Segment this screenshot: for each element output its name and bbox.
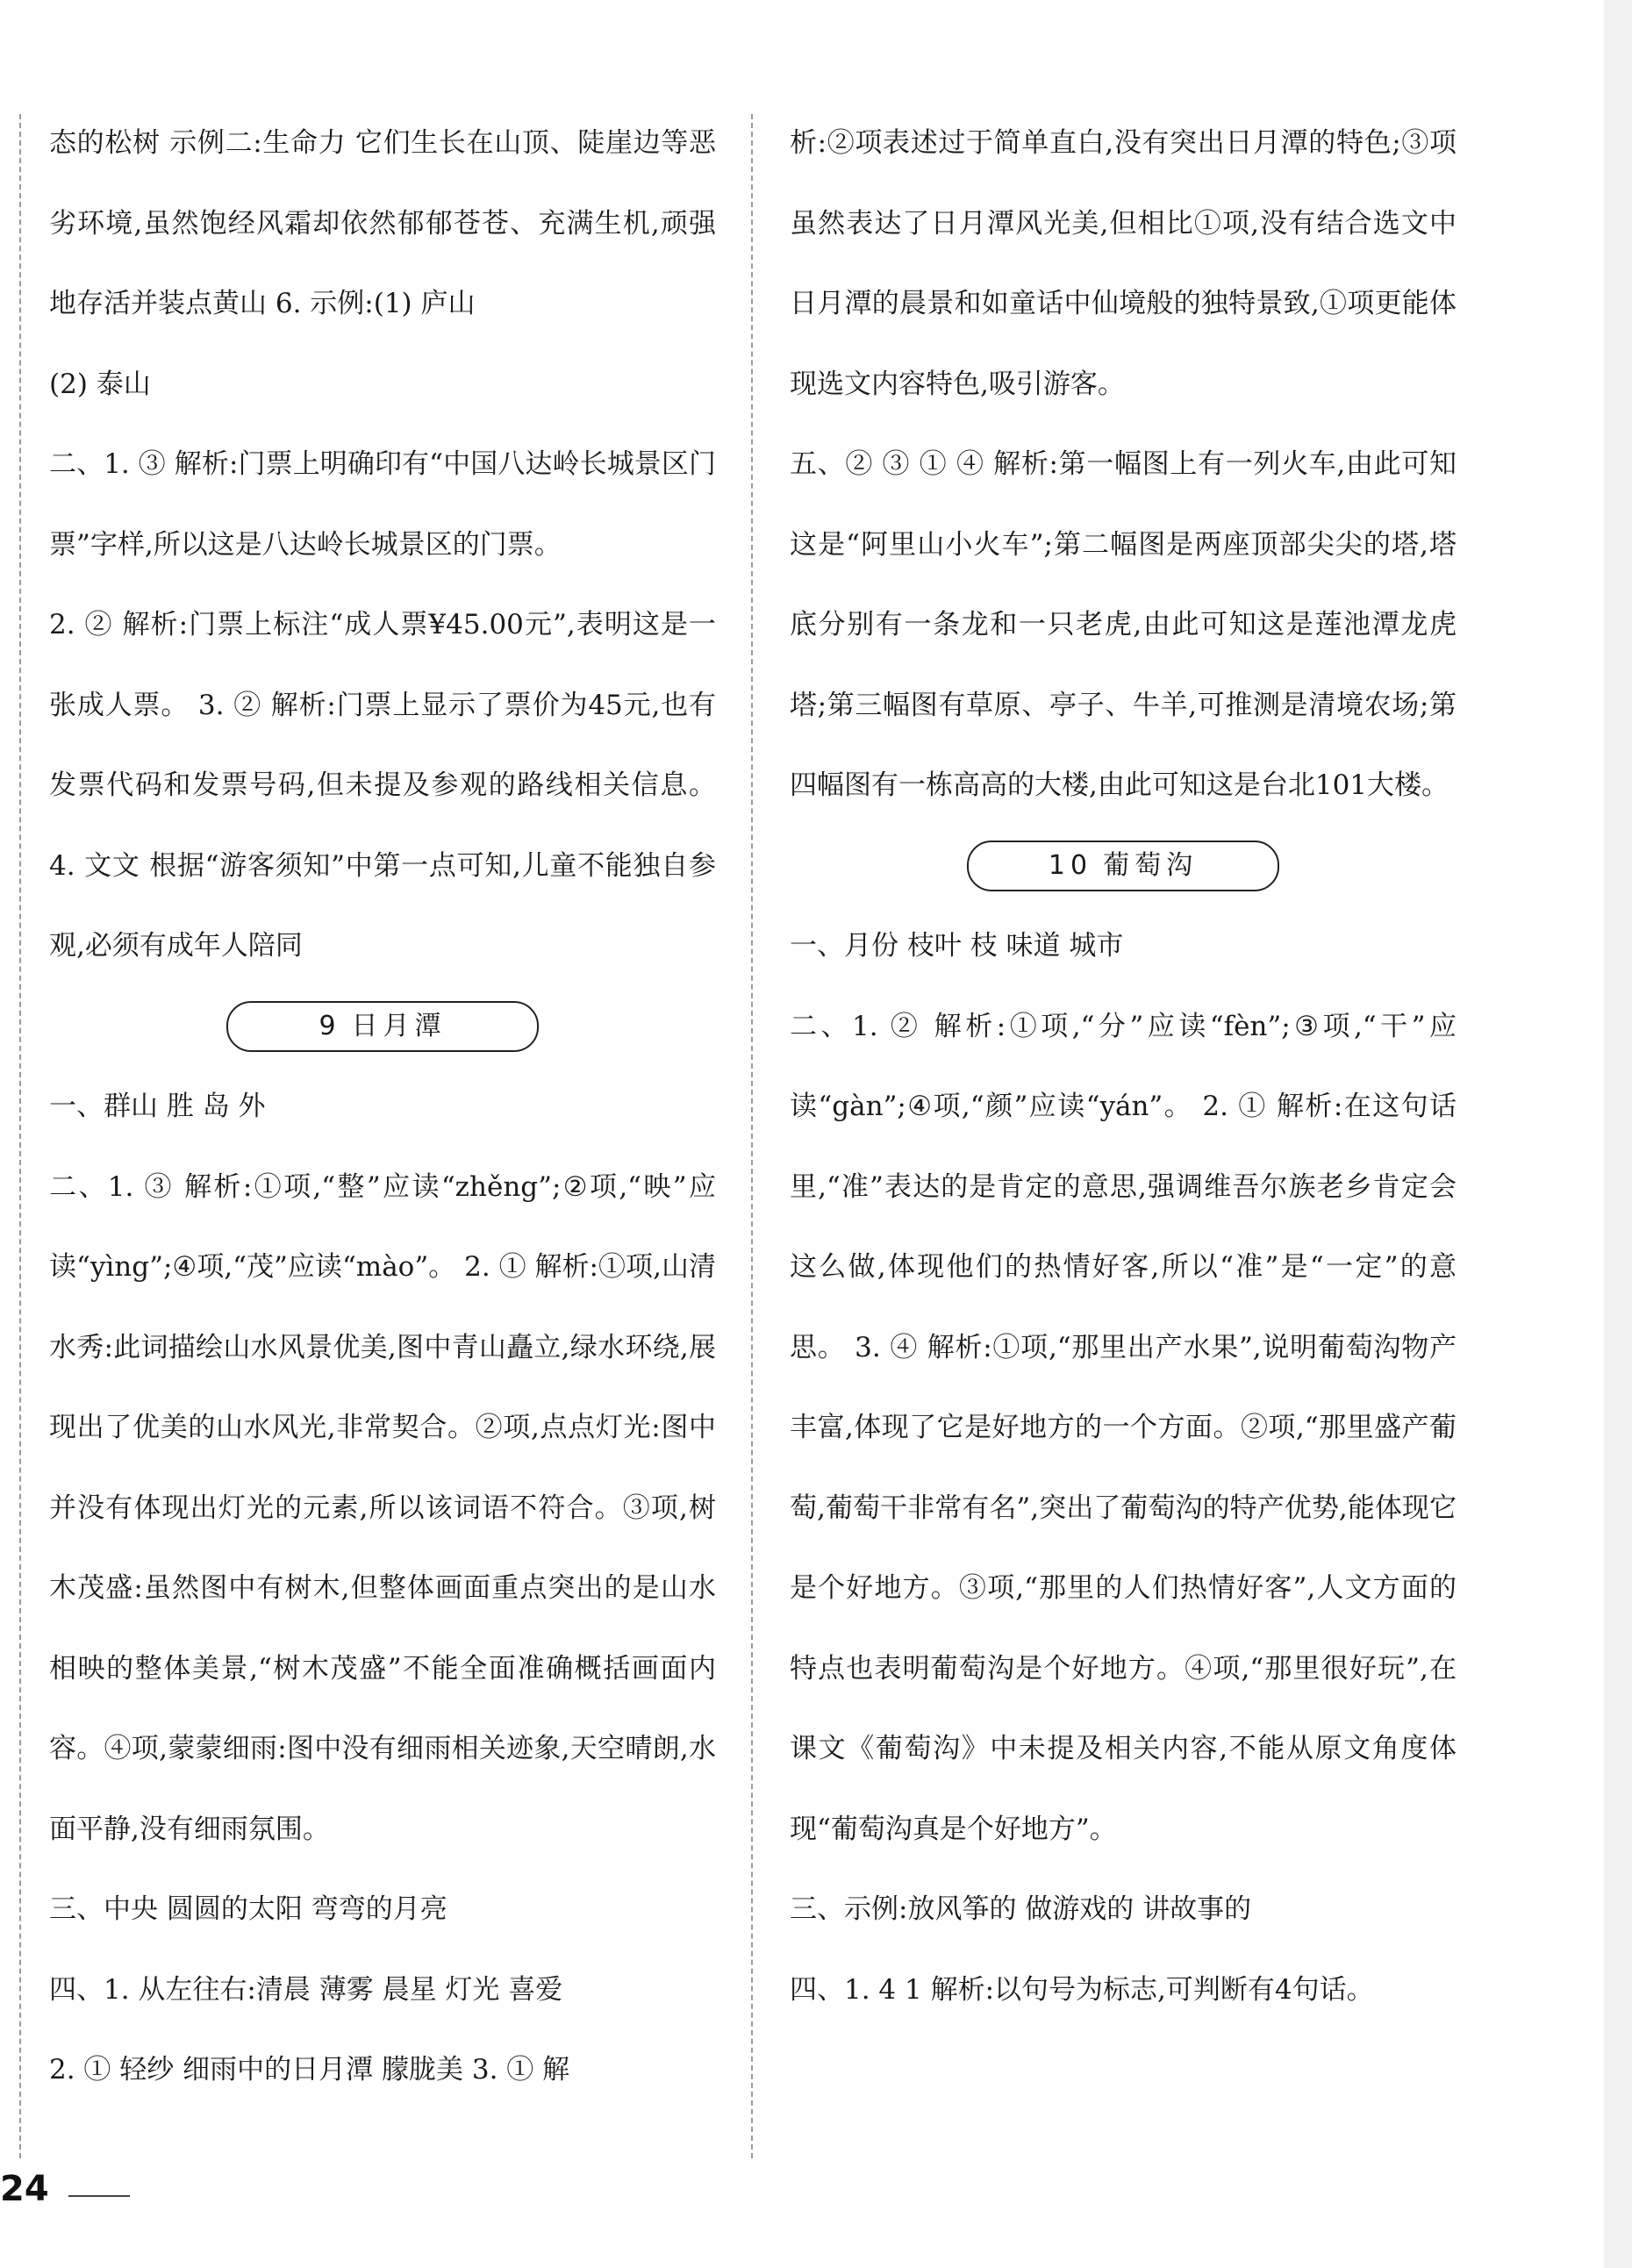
lesson-number: 10 bbox=[1048, 850, 1093, 882]
lesson-title-pill bbox=[226, 1001, 539, 1052]
answer-text: 四、1. 4 1 解析:以句号为标志,可判断有4句话。 bbox=[790, 1973, 1374, 2006]
answer-text: 二、1. ③ 解析:门票上明确印有“中国八达岭长城景区门票”字样,所以这是八达岭长城景区的门票。 bbox=[49, 448, 716, 561]
page-edge-shade bbox=[1604, 0, 1632, 2268]
lesson-title: 日月潭 bbox=[351, 1011, 447, 1042]
answer-text: 三、示例:放风筝的 做游戏的 讲故事的 bbox=[790, 1893, 1252, 1925]
answer-text: 二、1. ② 解析:①项,“分”应读“fèn”;③项,“干”应读“gàn”;④项,“颜”应读“yán”。 2. ① 解析:在这句话里,“准”表达的是肯定的意思,强调维吾尔族老乡肯定会这么做,体现他们的热情好客,所以“准”是“一定”的意思。 3. ④ 解析:①项,“那里出产水果”,说明葡萄沟物产丰富,体现了它是好地方的一个方面。②项,“那里盛产葡萄,葡萄干非常有名”,突出了葡萄沟的特产优势,能体现它是个好地方。③项,“那里的人们热情好客”,人文方面的特点也表明葡萄沟是个好地方。④项,“那里很好玩”,在课文《葡萄沟》中未提及相关内容,不能从原文角度体现“葡萄沟真是个好地方”。 bbox=[790, 1010, 1457, 1845]
lesson-10-banner bbox=[790, 826, 1457, 907]
answer-text: 一、群山 胜 岛 外 bbox=[49, 1091, 266, 1122]
page-number-rule bbox=[68, 2195, 130, 2197]
lesson-number: 9 bbox=[319, 1011, 341, 1042]
column-divider bbox=[751, 114, 753, 2158]
answer-text: (2) 泰山 bbox=[49, 368, 151, 400]
answer-text: 2. ② 解析:门票上标注“成人票¥45.00元”,表明这是一张成人票。 3. ② 解析:门票上显示了票价为45元,也有发票代码和发票号码,但未提及参观的路线相关信息。 4. 文文 根据“游客须知”中第一点可知,儿童不能独自参观,必须有成年人陪同 bbox=[49, 609, 716, 962]
answer-text: 析:②项表述过于简单直白,没有突出日月潭的特色;③项虽然表达了日月潭风光美,但相比①项,没有结合选文中日月潭的晨景和如童话中仙境般的独特景致,①项更能体现选文内容特色,吸引游客。 bbox=[790, 127, 1457, 400]
answer-text: 四、1. 从左往右:清晨 薄雾 晨星 灯光 喜爱 bbox=[49, 1973, 563, 2006]
answer-text: 一、月份 枝叶 枝 味道 城市 bbox=[790, 930, 1124, 962]
left-margin-rule bbox=[19, 114, 21, 2158]
lesson-title: 葡萄沟 bbox=[1103, 850, 1199, 882]
lesson-title-pill bbox=[967, 841, 1279, 891]
lesson-9-banner bbox=[49, 987, 716, 1068]
right-column bbox=[790, 104, 1457, 2030]
page-number: 24 bbox=[0, 2169, 49, 2209]
answer-text: 五、② ③ ① ④ 解析:第一幅图上有一列火车,由此可知这是“阿里山小火车”;第二幅图是两座顶部尖尖的塔,塔底分别有一条龙和一只老虎,由此可知这是莲池潭龙虎塔;第三幅图有草原、亭子、牛羊,可推测是清境农场;第四幅图有一栋高高的大楼,由此可知这是台北101大楼。 bbox=[790, 448, 1457, 801]
answer-text: 三、中央 圆圆的太阳 弯弯的月亮 bbox=[49, 1893, 447, 1925]
answer-text: 态的松树 示例二:生命力 它们生长在山顶、陡崖边等恶劣环境,虽然饱经风霜却依然郁郁苍苍、充满生机,顽强地存活并装点黄山 6. 示例:(1) 庐山 bbox=[49, 127, 716, 319]
answer-text: 二、1. ③ 解析:①项,“整”应读“zhěng”;②项,“映”应读“yìng”;④项,“茂”应读“mào”。 2. ① 解析:①项,山清水秀:此词描绘山水风景优美,图中青山矗立,绿水环绕,展现出了优美的山水风光,非常契合。②项,点点灯光:图中并没有体现出灯光的元素,所以该词语不符合。③项,树木茂盛:虽然图中有树木,但整体画面重点突出的是山水相映的整体美景,“树木茂盛”不能全面准确概括画面内容。④项,蒙蒙细雨:图中没有细雨相关迹象,天空晴朗,水面平静,没有细雨氛围。 bbox=[49, 1170, 716, 1845]
answer-text: 2. ① 轻纱 细雨中的日月潭 朦胧美 3. ① 解 bbox=[49, 2054, 570, 2086]
left-column bbox=[49, 104, 716, 2111]
